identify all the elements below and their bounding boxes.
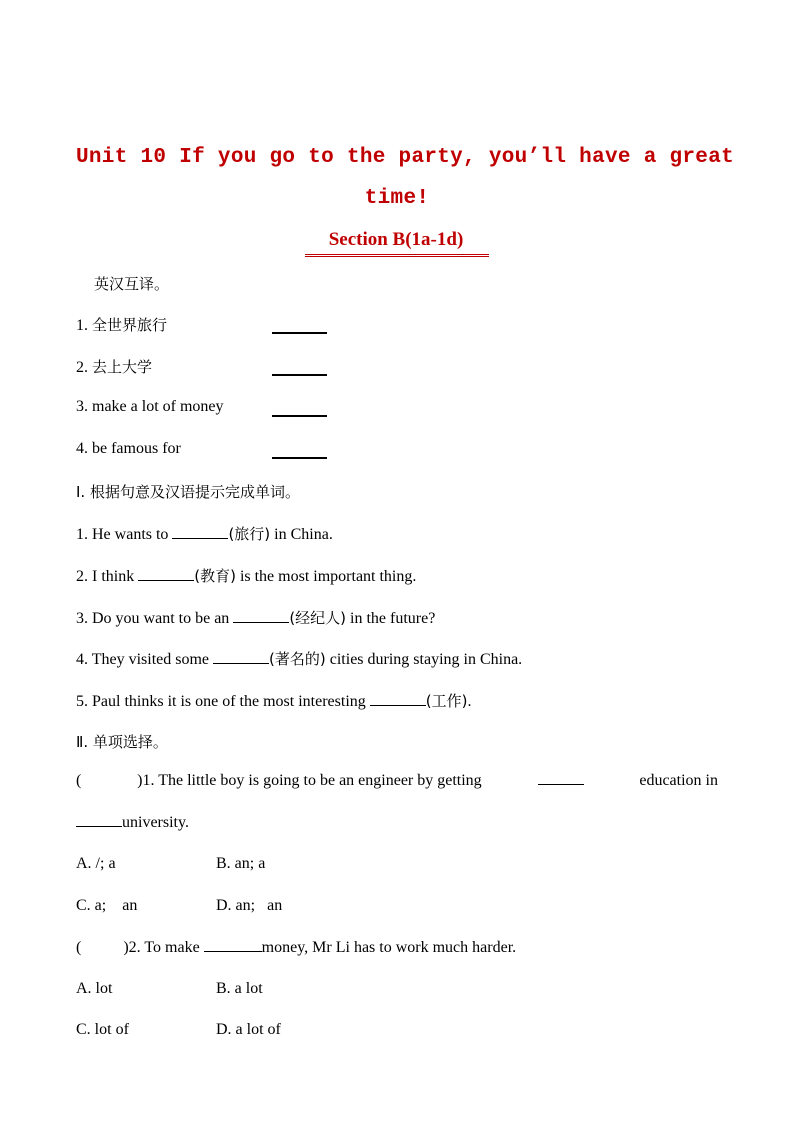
answer-paren[interactable]: ( <box>76 772 82 789</box>
fill-text-after: cities during staying in China. <box>325 651 523 668</box>
option-b[interactable]: B. an; a <box>216 855 266 872</box>
fill-text-after: in China. <box>270 526 333 543</box>
fill-item-4 <box>76 648 522 669</box>
fill-text-before: 2. I think <box>76 568 139 585</box>
question-text: )2. To make <box>123 939 204 956</box>
item-number: 4. <box>76 440 88 457</box>
question-text: university. <box>122 814 189 831</box>
option-a[interactable]: A. /; a <box>76 855 116 872</box>
fill-blank[interactable] <box>213 651 269 664</box>
mc-blank[interactable] <box>538 772 584 785</box>
fill-hint: (著名的) <box>269 650 326 668</box>
item-number: 2. <box>76 359 88 376</box>
fill-hint: (工作) <box>425 692 468 710</box>
option-d[interactable]: D. an; an <box>216 897 283 914</box>
item-number: 1. <box>76 317 88 334</box>
section-subtitle-text: Section B(1a-1d) <box>305 229 490 257</box>
item-number: 3. <box>76 398 88 415</box>
fill-blank[interactable] <box>233 610 289 623</box>
item-text: 全世界旅行 <box>92 316 168 334</box>
option-d[interactable]: D. a lot of <box>216 1021 281 1038</box>
section-subtitle <box>76 229 718 257</box>
fill-item-2 <box>76 565 416 586</box>
translation-item-1 <box>76 314 167 335</box>
mc-blank[interactable] <box>204 939 262 952</box>
fill-text-before: 5. Paul thinks it is one of the most interesting <box>76 693 370 710</box>
fill-text-before: 3. Do you want to be an <box>76 610 234 627</box>
option-a[interactable]: A. lot <box>76 980 113 997</box>
answer-blank-3[interactable] <box>272 415 327 417</box>
fill-hint: (教育) <box>194 567 236 585</box>
mc-question-1-line-1 <box>76 772 718 790</box>
fill-text-after: in the future? <box>346 610 436 627</box>
unit-title-line-1: Unit 10 If you go to the party, you’ll have a great <box>76 146 735 169</box>
item-text: 去上大学 <box>92 358 153 376</box>
question-text-end: education in <box>639 772 718 789</box>
fill-text-after: . <box>467 693 472 710</box>
fill-text-before: 4. They visited some <box>76 651 214 668</box>
translation-item-2 <box>76 356 152 377</box>
translation-heading: 英汉互译。 <box>94 275 170 293</box>
unit-title-line-2: time! <box>364 187 430 210</box>
translation-item-4 <box>76 440 181 458</box>
item-text: be famous for <box>92 440 181 457</box>
question-text-end: money, Mr Li has to work much harder. <box>261 939 517 956</box>
option-b[interactable]: B. a lot <box>216 980 263 997</box>
mc-question-2 <box>76 939 516 957</box>
option-c[interactable]: C. lot of <box>76 1021 129 1038</box>
fill-hint: (旅行) <box>228 525 271 543</box>
mc-blank[interactable] <box>76 814 122 827</box>
fill-hint: (经纪人) <box>289 609 347 627</box>
mc-question-1-line-2 <box>76 814 189 832</box>
fill-blank[interactable] <box>172 526 228 539</box>
answer-blank-4[interactable] <box>272 457 327 459</box>
question-text: )1. The little boy is going to be an engineer by getting <box>137 772 482 789</box>
fill-text-before: 1. He wants to <box>76 526 173 543</box>
item-text: make a lot of money <box>92 398 224 415</box>
fill-blank[interactable] <box>370 693 426 706</box>
translation-item-3 <box>76 398 224 416</box>
section-2-heading: Ⅱ. 单项选择。 <box>76 733 168 751</box>
answer-paren[interactable]: ( <box>76 939 82 956</box>
answer-blank-1[interactable] <box>272 332 327 334</box>
answer-blank-2[interactable] <box>272 374 327 376</box>
fill-text-after: is the most important thing. <box>235 568 417 585</box>
fill-item-3 <box>76 607 435 628</box>
fill-item-1 <box>76 523 333 544</box>
section-1-heading: Ⅰ. 根据句意及汉语提示完成单词。 <box>76 483 300 501</box>
option-c[interactable]: C. a; an <box>76 897 138 914</box>
fill-item-5 <box>76 690 471 711</box>
fill-blank[interactable] <box>138 568 194 581</box>
